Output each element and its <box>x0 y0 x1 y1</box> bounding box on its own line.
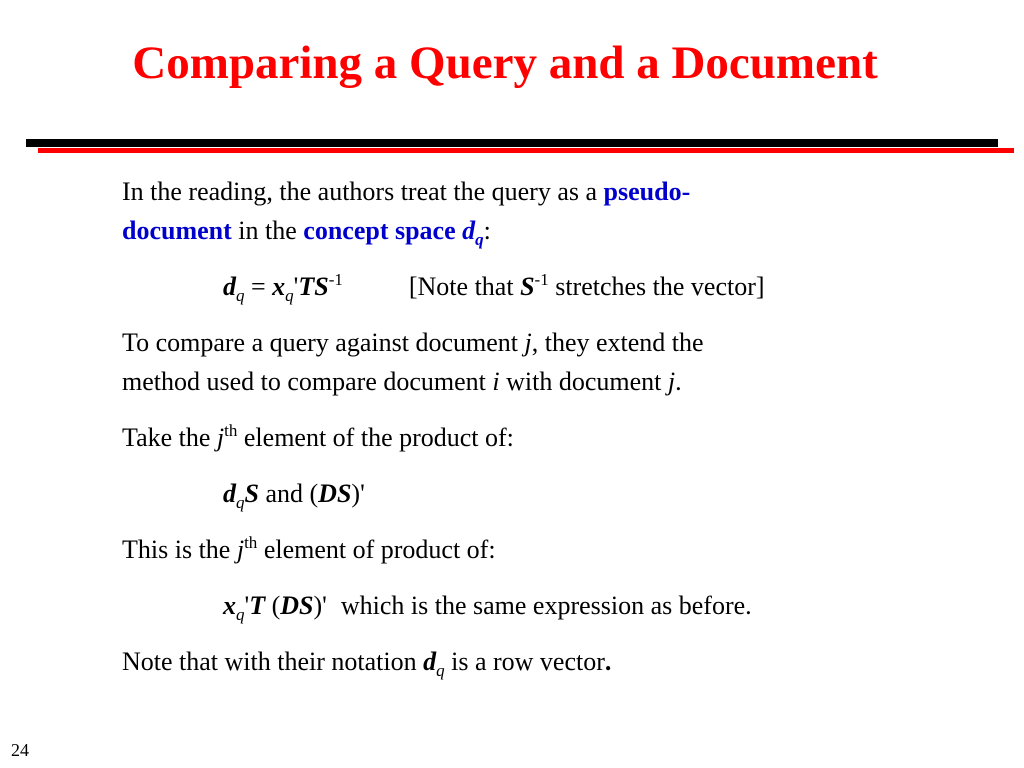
term-concept-space: concept space <box>303 216 456 245</box>
note-stretch: [Note that $S^{-1}$ stretches the vector] <box>408 270 765 301</box>
slide-body <box>122 172 922 698</box>
equation-xqt-ds: $x_q'T$ (DS)' which is the same expression as before. <box>223 591 752 624</box>
slide-title: Comparing a Query and a Document <box>132 37 878 89</box>
symbol-dq: $d_q$ <box>462 216 484 249</box>
equation-dq-definition: $d_q = x_q'TS^{-1}$ [Note that $S^{-1}$ stretches the vector] <box>223 270 765 305</box>
page-number: 24 <box>11 740 29 760</box>
title-rule-black <box>26 139 998 147</box>
paragraph-row-vector: Note that with their notation $d_q$ is a row vector. <box>122 647 612 680</box>
equation-dqs-ds: $d_qS$ and (DS)' <box>223 479 365 512</box>
paragraph-this-is-jth: This is the $j^{th}$ element of product of: <box>122 533 496 564</box>
paragraph-query-pseudo-document: In the reading, the authors treat the query as a pseudo- document in the concept space $d_q$: <box>122 177 691 249</box>
paragraph-take-jth: Take the $j^{th}$ element of the product of: <box>122 421 514 452</box>
term-pseudo: pseudo- <box>603 177 691 206</box>
paragraph-compare-query: To compare a query against document j, they extend the method used to compare document i with document j. <box>122 328 704 396</box>
title-rule-red <box>38 148 1014 153</box>
term-document: document <box>122 216 232 245</box>
